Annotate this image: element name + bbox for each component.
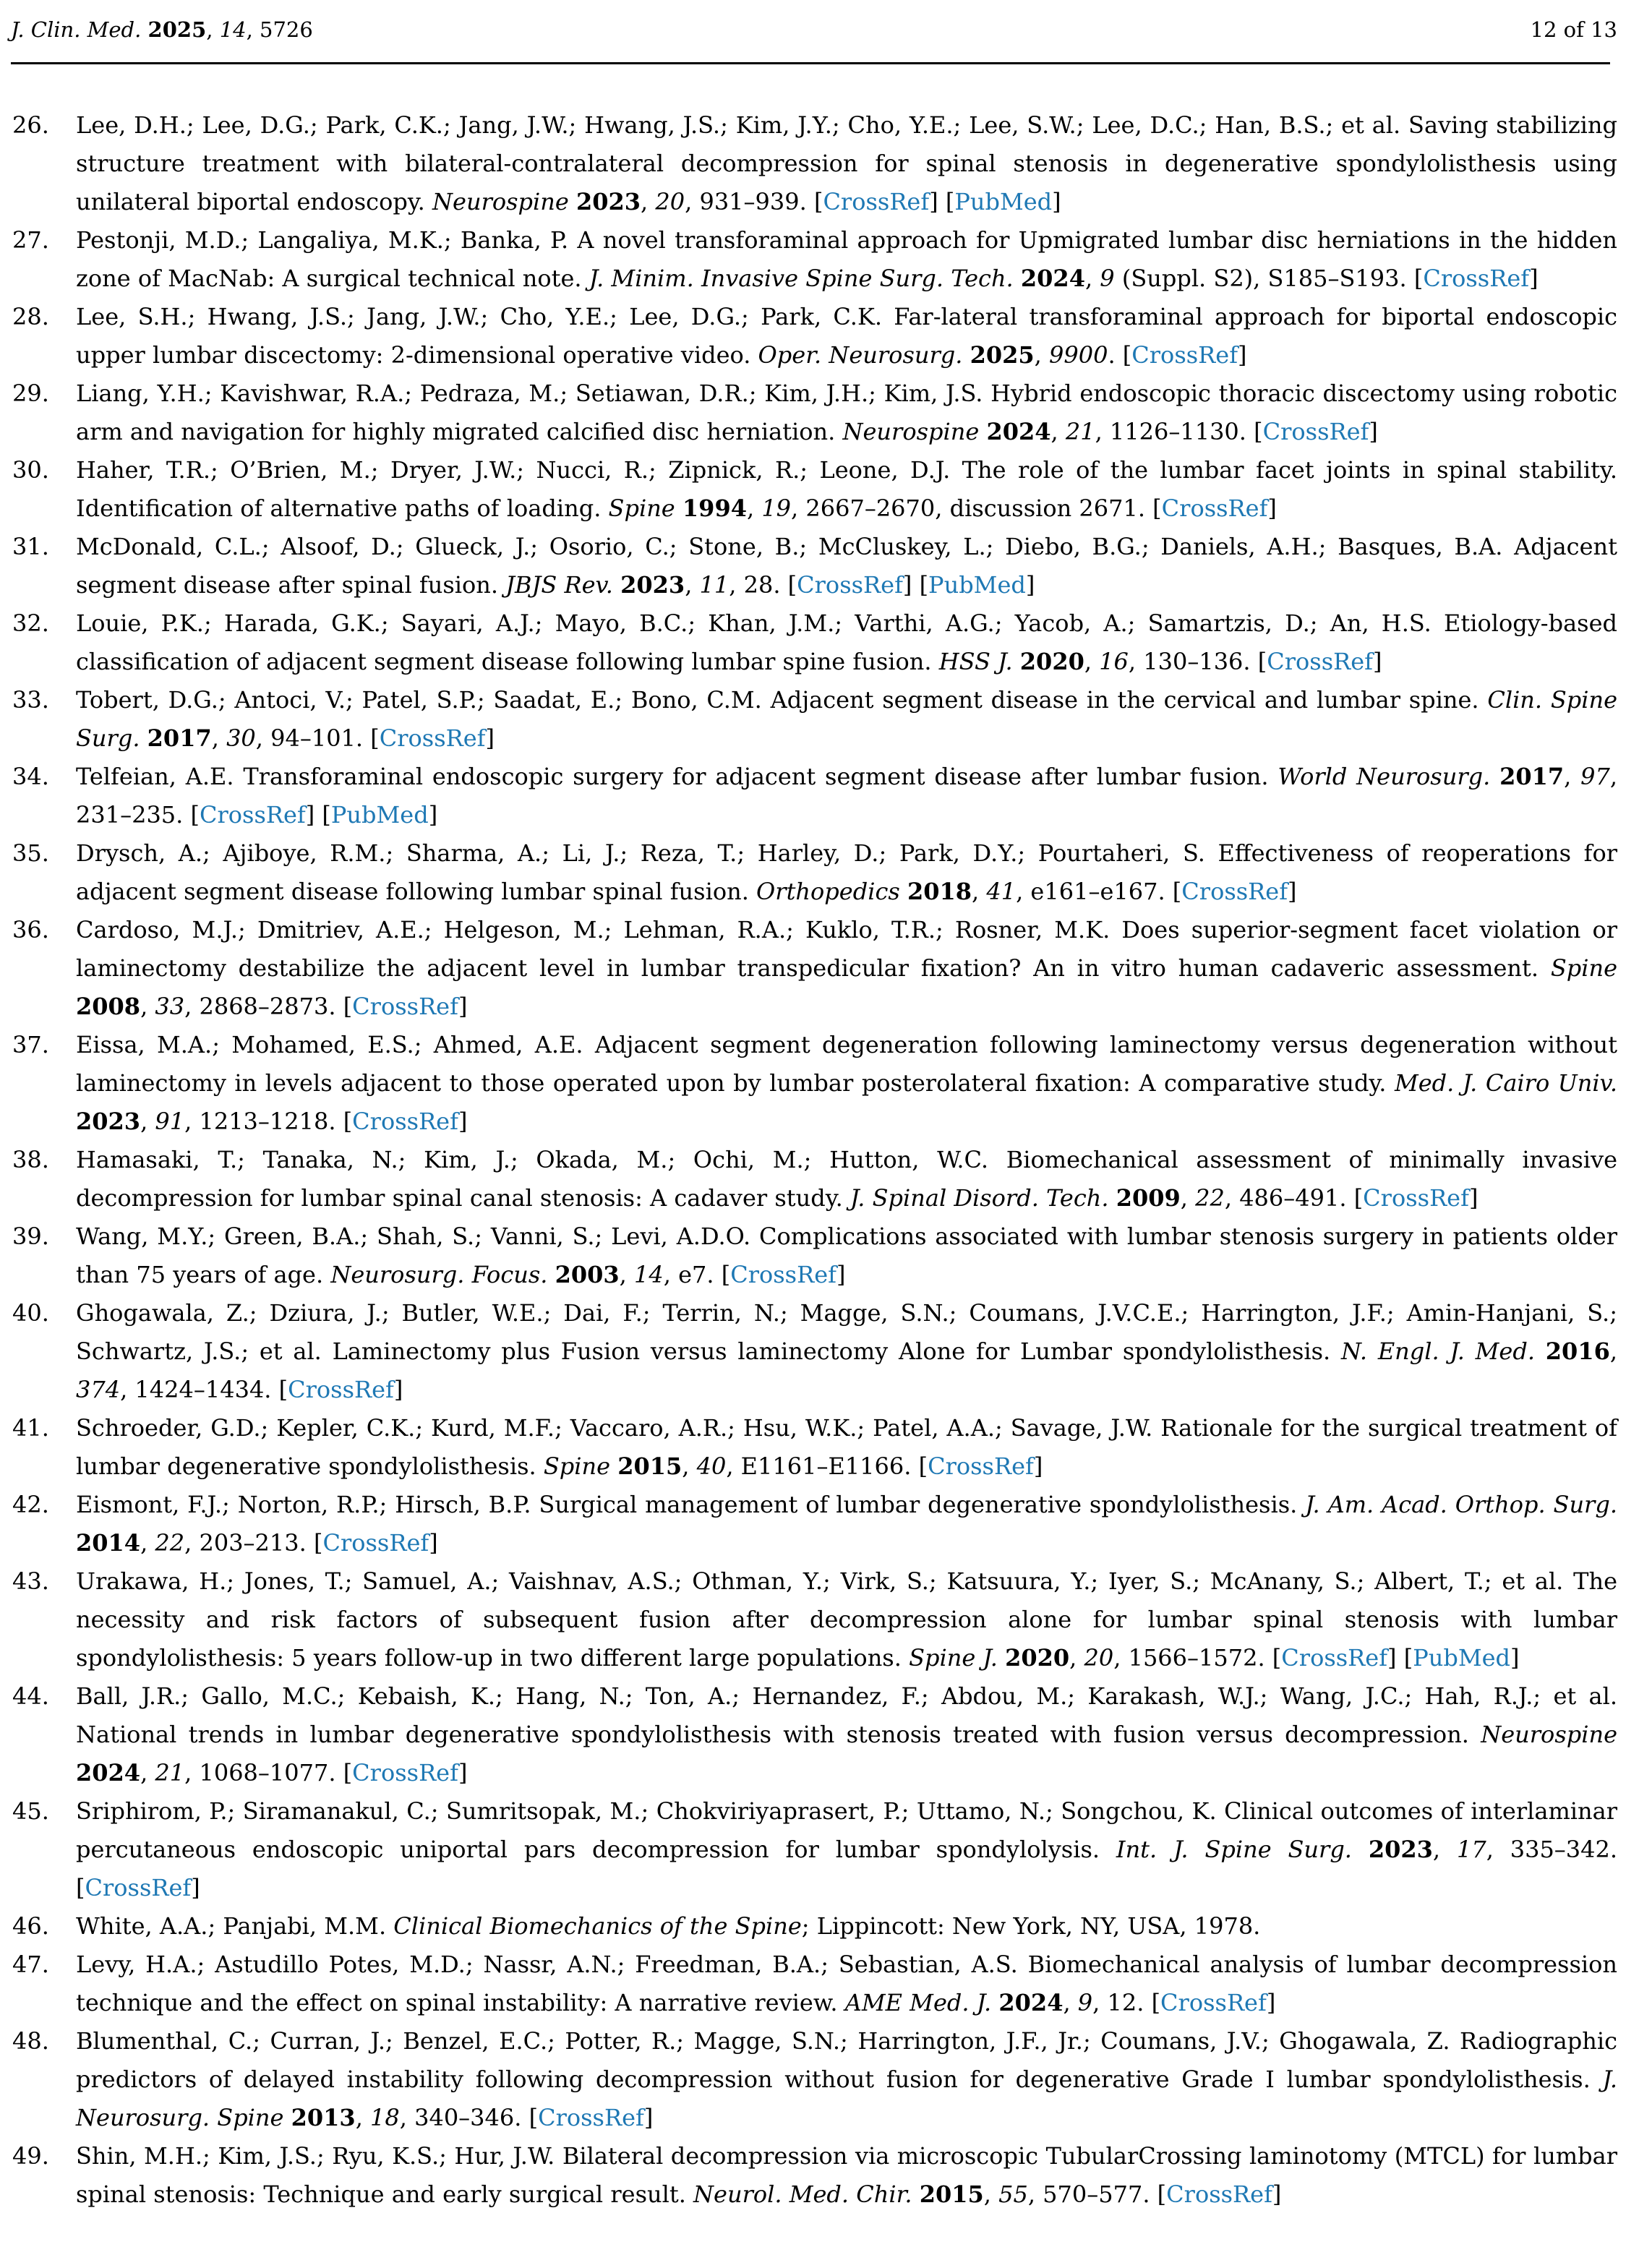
text-segment: ]: [1373, 648, 1382, 675]
crossref-link[interactable]: CrossRef: [538, 2104, 644, 2131]
text-segment: Clinical Biomechanics of the Spine: [393, 1912, 802, 1940]
text-segment: 9900: [1049, 341, 1108, 369]
reference-item: [11, 911, 1617, 1026]
text-segment: ] [: [1387, 1644, 1413, 1672]
text-segment: ,: [1063, 1989, 1078, 2016]
text-segment: 14: [219, 17, 247, 42]
text-segment: 2020: [1019, 648, 1084, 675]
text-segment: ,: [685, 571, 700, 599]
reference-text: [76, 303, 1617, 369]
text-segment: ,: [972, 878, 987, 905]
text-segment: Neurospine: [842, 418, 980, 445]
crossref-link[interactable]: CrossRef: [288, 1376, 394, 1403]
text-segment: Lee, S.H.; Hwang, J.S.; Jang, J.W.; Cho, Y.E.; Lee, D.G.; Park, C.K. Far-lateral transforaminal approach for biportal endoscopic upper lumbar discectomy: 2-dimensional operative video.: [76, 303, 1617, 369]
text-segment: , 130–136. [: [1128, 648, 1267, 675]
text-segment: Neurospine: [1481, 1721, 1617, 1748]
crossref-link[interactable]: CrossRef: [379, 724, 486, 752]
text-segment: Ghogawala, Z.; Dziura, J.; Butler, W.E.; Dai, F.; Terrin, N.; Magge, S.N.; Coumans, J.V.C.E.; Harrington, J.F.; Amin-Hanjani, S.; Schwartz, J.S.; et al. Laminectomy plus Fusion versus laminectomy Alone for Lumbar spondylolisthesis.: [76, 1299, 1617, 1365]
text-segment: Tobert, D.G.; Antoci, V.; Patel, S.P.; Saadat, E.; Bono, C.M. Adjacent segment disease in the cervical and lumbar spine.: [76, 686, 1488, 714]
text-segment: , 5726: [246, 17, 313, 42]
text-segment: [1535, 1338, 1546, 1365]
reference-number: 30.: [12, 456, 49, 484]
text-segment: Shin, M.H.; Kim, J.S.; Ryu, K.S.; Hur, J.W. Bilateral decompression via microscopic TubularCrossing laminotomy (MTCL) for lumbar spinal stenosis: Technique and early surgical result.: [76, 2142, 1617, 2208]
text-segment: , 931–939. [: [685, 188, 823, 215]
text-segment: 2014: [76, 1529, 141, 1557]
text-segment: , 203–213. [: [184, 1529, 323, 1557]
text-segment: ]: [485, 724, 495, 752]
reference-item: [11, 106, 1617, 221]
text-segment: ]: [1510, 1644, 1520, 1672]
reference-number: 40.: [12, 1299, 49, 1327]
text-segment: ]: [1288, 878, 1297, 905]
text-segment: HSS J.: [938, 648, 1013, 675]
text-segment: ]: [1266, 1989, 1276, 2016]
reference-number: 41.: [12, 1414, 49, 1442]
reference-number: 37.: [12, 1031, 49, 1058]
text-segment: , 340–346. [: [399, 2104, 539, 2131]
crossref-link[interactable]: CrossRef: [1166, 2181, 1272, 2208]
crossref-link[interactable]: CrossRef: [1181, 878, 1288, 905]
text-segment: Lee, D.H.; Lee, D.G.; Park, C.K.; Jang, J.W.; Hwang, J.S.; Kim, J.Y.; Cho, Y.E.; Lee, S.W.; Lee, D.C.; Han, B.S.; et al. Saving stabilizing structure treatment with bilateral-contralateral decompression for spinal stenosis in degenerative spondylolisthesis using unilateral biportal endoscopy.: [76, 111, 1617, 215]
text-segment: ,: [1432, 1836, 1457, 1863]
text-segment: ,: [619, 1261, 635, 1288]
text-segment: , 486–491. [: [1224, 1184, 1364, 1212]
text-segment: , 1424–1434. [: [120, 1376, 288, 1403]
text-segment: [613, 571, 620, 599]
text-segment: AME Med. J.: [844, 1989, 992, 2016]
crossref-link[interactable]: CrossRef: [1423, 265, 1530, 292]
text-segment: ; Lippincott: New York, NY, USA, 1978.: [801, 1912, 1261, 1940]
crossref-link[interactable]: CrossRef: [352, 1108, 458, 1135]
crossref-link[interactable]: CrossRef: [352, 993, 458, 1020]
text-segment: ,: [1564, 763, 1581, 790]
text-segment: ]: [458, 1759, 468, 1786]
crossref-link[interactable]: CrossRef: [797, 571, 903, 599]
crossref-link[interactable]: CrossRef: [823, 188, 930, 215]
text-segment: Telfeian, A.E. Transforaminal endoscopic surgery for adjacent segment disease after lumbar fusion.: [76, 763, 1278, 790]
reference-text: [76, 533, 1617, 599]
reference-item: [11, 1946, 1617, 2022]
text-segment: World Neurosurg.: [1278, 763, 1491, 790]
text-segment: 2023: [620, 571, 685, 599]
text-segment: ,: [1180, 1184, 1196, 1212]
text-segment: [675, 495, 682, 522]
text-segment: Levy, H.A.; Astudillo Potes, M.D.; Nassr, A.N.; Freedman, B.A.; Sebastian, A.S. Biomechanical analysis of lumbar decompression technique and the effect on spinal instability: A narrative review.: [76, 1951, 1617, 2016]
pubmed-link[interactable]: PubMed: [928, 571, 1026, 599]
reference-text: [76, 1797, 1617, 1901]
crossref-link[interactable]: CrossRef: [1160, 1989, 1267, 2016]
text-segment: 22: [1195, 1184, 1225, 1212]
text-segment: ,: [355, 2104, 371, 2131]
text-segment: J. Am. Acad. Orthop. Surg.: [1305, 1491, 1618, 1518]
text-segment: Urakawa, H.; Jones, T.; Samuel, A.; Vaishnav, A.S.; Othman, Y.; Virk, S.; Katsuura, Y.; Iyer, S.; McAnany, S.; Albert, T.; et al. The necessity and risk factors of subsequent fusion after decompression alone for lumbar spinal stenosis with lumbar spondylolisthesis: 5 years follow-up in two different large populations.: [76, 1567, 1617, 1672]
text-segment: [1490, 763, 1499, 790]
reference-text: [76, 2142, 1617, 2208]
text-segment: ,: [1084, 648, 1100, 675]
text-segment: , 570–577. [: [1027, 2181, 1167, 2208]
reference-text: [76, 916, 1617, 1020]
reference-number: 45.: [12, 1797, 49, 1825]
text-segment: 2023: [575, 188, 641, 215]
text-segment: ,: [1050, 418, 1066, 445]
text-segment: 2003: [555, 1261, 620, 1288]
text-segment: Spine: [543, 1452, 611, 1480]
text-segment: ]: [1052, 188, 1061, 215]
text-segment: [610, 1452, 617, 1480]
reference-number: 26.: [12, 111, 49, 139]
text-segment: [283, 2104, 291, 2131]
reference-item: [11, 1218, 1617, 1294]
pubmed-link[interactable]: PubMed: [1413, 1644, 1510, 1672]
reference-item: [11, 2022, 1617, 2137]
text-segment: 11: [699, 571, 729, 599]
text-segment: 30: [226, 724, 256, 752]
text-segment: Blumenthal, C.; Curran, J.; Benzel, E.C.; Potter, R.; Magge, S.N.; Harrington, J.F., Jr.; Coumans, J.V.; Ghogawala, Z. Radiographic predictors of delayed instability following decompression without fusion for degenerative Grade I lumbar spondylolisthesis.: [76, 2027, 1617, 2093]
page-header: [11, 13, 1617, 43]
reference-text: [76, 1912, 1260, 1940]
reference-number: 28.: [12, 303, 49, 330]
reference-item: [11, 451, 1617, 528]
text-segment: Eissa, M.A.; Mohamed, E.S.; Ahmed, A.E. Adjacent segment degeneration following laminectomy versus degeneration without laminectomy in levels adjacent to those operated upon by lumbar posterolateral fixation: A comparative study.: [76, 1031, 1617, 1097]
text-segment: ] [: [305, 801, 331, 829]
text-segment: 97: [1580, 763, 1610, 790]
reference-number: 49.: [12, 2142, 49, 2170]
text-segment: , 1126–1130. [: [1095, 418, 1263, 445]
text-segment: JBJS Rev.: [505, 571, 613, 599]
crossref-link[interactable]: CrossRef: [85, 1874, 192, 1901]
text-segment: ]: [429, 1529, 438, 1557]
text-segment: Pestonji, M.D.; Langaliya, M.K.; Banka, P. A novel transforaminal approach for Upmigrated lumbar disc herniations in the hidden zone of MacNab: A surgical technical note.: [76, 226, 1617, 292]
text-segment: Sriphirom, P.; Siramanakul, C.; Sumritsopak, M.; Chokviriyaprasert, P.; Uttamo, N.; Songchou, K. Clinical outcomes of interlaminar percutaneous endoscopic uniportal pars decompression for lumbar spondylolysis.: [76, 1797, 1617, 1863]
text-segment: ,: [641, 188, 656, 215]
text-segment: [1352, 1836, 1369, 1863]
text-segment: [979, 418, 986, 445]
text-segment: Ball, J.R.; Gallo, M.C.; Kebaish, K.; Hang, N.; Ton, A.; Hernandez, F.; Abdou, M.; Karakash, W.J.; Wang, J.C.; Hah, R.J.; et al. National trends in lumbar degenerative spondylolisthesis with stenosis treated with fusion versus decompression.: [76, 1682, 1617, 1748]
text-segment: , 2667–2670, discussion 2671. [: [791, 495, 1162, 522]
text-segment: 2024: [986, 418, 1051, 445]
text-segment: ]: [1238, 341, 1247, 369]
text-segment: Spine: [1550, 954, 1617, 982]
text-segment: . [: [1108, 341, 1132, 369]
text-segment: ]: [1025, 571, 1035, 599]
text-segment: ]: [836, 1261, 846, 1288]
reference-item: [11, 2137, 1617, 2214]
text-segment: Orthopedics: [756, 878, 900, 905]
reference-item: [11, 1141, 1617, 1218]
text-segment: , 335–342. [: [76, 1836, 1618, 1901]
reference-text: [76, 1682, 1617, 1786]
text-segment: ]: [393, 1376, 403, 1403]
reference-number: 35.: [12, 839, 49, 867]
reference-text: [76, 1491, 1617, 1557]
text-segment: 40: [696, 1452, 727, 1480]
text-segment: Schroeder, G.D.; Kepler, C.K.; Kurd, M.F.; Vaccaro, A.R.; Hsu, W.K.; Patel, A.A.; Savage, J.W. Rationale for the surgical treatment of lumbar degenerative spondylolisthesis.: [76, 1414, 1617, 1480]
text-segment: , 1566–1572. [: [1113, 1644, 1282, 1672]
text-segment: 2015: [617, 1452, 682, 1480]
reference-number: 27.: [12, 226, 49, 254]
text-segment: Wang, M.Y.; Green, B.A.; Shah, S.; Vanni, S.; Levi, A.D.O. Complications associated with lumbar stenosis surgery in patients older than 75 years of age.: [76, 1223, 1617, 1288]
text-segment: ,: [983, 2181, 999, 2208]
text-segment: [569, 188, 576, 215]
reference-text: [76, 1031, 1617, 1135]
text-segment: ]: [1272, 2181, 1282, 2208]
reference-item: [11, 1907, 1617, 1946]
reference-text: [76, 456, 1617, 522]
text-segment: ,: [206, 17, 220, 42]
text-segment: Hamasaki, T.; Tanaka, N.; Kim, J.; Okada, M.; Ochi, M.; Hutton, W.C. Biomechanical assessment of minimally invasive decompression for lumbar spinal canal stenosis: A cadaver study.: [76, 1146, 1617, 1212]
text-segment: ,: [211, 724, 227, 752]
text-segment: Med. J. Cairo Univ.: [1394, 1069, 1618, 1097]
text-segment: ]: [1369, 418, 1378, 445]
text-segment: ]: [458, 1108, 468, 1135]
text-segment: 2024: [1020, 265, 1085, 292]
crossref-link[interactable]: CrossRef: [1161, 495, 1268, 522]
reference-item: [11, 298, 1617, 375]
text-segment: , 2868–2873. [: [184, 993, 353, 1020]
reference-item: [11, 1562, 1617, 1677]
text-segment: 2024: [998, 1989, 1064, 2016]
reference-text: [76, 1223, 1617, 1288]
reference-number: 44.: [12, 1682, 49, 1710]
reference-item: [11, 758, 1617, 834]
text-segment: White, A.A.; Panjabi, M.M.: [76, 1912, 394, 1940]
text-segment: [1013, 648, 1020, 675]
text-segment: McDonald, C.L.; Alsoof, D.; Glueck, J.; Osorio, C.; Stone, B.; McCluskey, L.; Diebo, B.G.; Daniels, A.H.; Basques, B.A. Adjacent segment disease after spinal fusion.: [76, 533, 1617, 599]
reference-text: [76, 686, 1617, 752]
text-segment: 17: [1456, 1836, 1486, 1863]
text-segment: 2016: [1545, 1338, 1610, 1365]
text-segment: 41: [986, 878, 1017, 905]
text-segment: Spine J.: [909, 1644, 998, 1672]
text-segment: 2023: [76, 1108, 141, 1135]
reference-number: 39.: [12, 1223, 49, 1250]
text-segment: ,: [746, 495, 762, 522]
text-segment: 2015: [919, 2181, 984, 2208]
text-segment: , e7. [: [663, 1261, 731, 1288]
text-segment: ]: [191, 1874, 200, 1901]
reference-number: 43.: [12, 1567, 49, 1595]
reference-number: 34.: [12, 763, 49, 790]
text-segment: Liang, Y.H.; Kavishwar, R.A.; Pedraza, M.; Setiawan, D.R.; Kim, J.H.; Kim, J.S. Hybrid endoscopic thoracic discectomy using robotic arm and navigation for highly migrated calcified disc herniation.: [76, 380, 1617, 445]
text-segment: [998, 1644, 1005, 1672]
text-segment: 1994: [682, 495, 747, 522]
text-segment: J. Spinal Disord. Tech.: [850, 1184, 1109, 1212]
text-segment: ,: [140, 1759, 155, 1786]
text-segment: 2009: [1116, 1184, 1181, 1212]
text-segment: ,: [1084, 265, 1100, 292]
text-segment: ]: [458, 993, 468, 1020]
reference-item: [11, 1026, 1617, 1141]
text-segment: ,: [1034, 341, 1049, 369]
text-segment: 2013: [291, 2104, 356, 2131]
crossref-link[interactable]: CrossRef: [1281, 1644, 1388, 1672]
header-rule: [11, 62, 1610, 64]
text-segment: [912, 2181, 920, 2208]
text-segment: Drysch, A.; Ajiboye, R.M.; Sharma, A.; Li, J.; Reza, T.; Harley, D.; Park, D.Y.; Pourtaheri, S. Effectiveness of reoperations for adjacent segment disease following lumbar spinal fusion.: [76, 839, 1617, 905]
text-segment: 2018: [907, 878, 972, 905]
reference-number: 31.: [12, 533, 49, 560]
reference-item: [11, 1294, 1617, 1409]
text-segment: ] [: [929, 188, 955, 215]
reference-text: [76, 380, 1617, 445]
reference-number: 38.: [12, 1146, 49, 1173]
text-segment: ,: [140, 1108, 155, 1135]
text-segment: ]: [1033, 1452, 1043, 1480]
text-segment: Neurol. Med. Chir.: [693, 2181, 912, 2208]
reference-item: [11, 1409, 1617, 1486]
reference-text: [76, 226, 1617, 292]
crossref-link[interactable]: CrossRef: [730, 1261, 836, 1288]
text-segment: Eismont, F.J.; Norton, R.P.; Hirsch, B.P. Surgical management of lumbar degenerative spondylolisthesis.: [76, 1491, 1306, 1518]
text-segment: 20: [655, 188, 685, 215]
text-segment: [991, 1989, 998, 2016]
reference-text: [76, 763, 1617, 829]
reference-text: [76, 1414, 1617, 1480]
text-segment: ,: [1609, 1338, 1618, 1365]
text-segment: 19: [761, 495, 792, 522]
text-segment: ,: [682, 1452, 697, 1480]
text-segment: 2017: [1499, 763, 1565, 790]
text-segment: J. Minim. Invasive Spine Surg. Tech.: [589, 265, 1014, 292]
crossref-link[interactable]: CrossRef: [322, 1529, 429, 1557]
crossref-link[interactable]: CrossRef: [1262, 418, 1369, 445]
text-segment: , E1161–E1166. [: [726, 1452, 928, 1480]
text-segment: Neurospine: [432, 188, 569, 215]
text-segment: 18: [370, 2104, 400, 2131]
text-segment: 20: [1084, 1644, 1114, 1672]
text-segment: Clin. Spine Surg.: [76, 686, 1618, 752]
reference-item: [11, 681, 1617, 758]
reference-text: [76, 609, 1617, 675]
text-segment: (Suppl. S2), S185–S193. [: [1114, 265, 1424, 292]
text-segment: 21: [1065, 418, 1095, 445]
reference-item: [11, 1677, 1617, 1792]
reference-item: [11, 1792, 1617, 1907]
reference-text: [76, 1146, 1617, 1212]
reference-item: [11, 221, 1617, 298]
crossref-link[interactable]: CrossRef: [1363, 1184, 1469, 1212]
text-segment: Neurosurg. Focus.: [330, 1261, 548, 1288]
text-segment: 2024: [76, 1759, 141, 1786]
crossref-link[interactable]: CrossRef: [1267, 648, 1373, 675]
text-segment: 14: [634, 1261, 664, 1288]
reference-text: [76, 111, 1617, 215]
reference-number: 42.: [12, 1491, 49, 1518]
text-segment: 374: [76, 1376, 121, 1403]
text-segment: Spine: [608, 495, 675, 522]
reference-item: [11, 604, 1617, 681]
text-segment: ]: [643, 2104, 654, 2131]
references-list: [11, 106, 1617, 2214]
reference-number: 47.: [12, 1951, 49, 1978]
reference-text: [76, 1951, 1617, 2016]
text-segment: 55: [998, 2181, 1028, 2208]
page-number: 12 of 13: [1530, 17, 1617, 42]
text-segment: [962, 341, 970, 369]
text-segment: 9: [1100, 265, 1115, 292]
text-segment: [1109, 1184, 1116, 1212]
text-segment: Louie, P.K.; Harada, G.K.; Sayari, A.J.; Mayo, B.C.; Khan, J.M.; Varthi, A.G.; Yacob, A.; Samartzis, D.; An, H.S. Etiology-based classification of adjacent segment disease following lumbar spine fusion.: [76, 609, 1617, 675]
pubmed-link[interactable]: PubMed: [954, 188, 1053, 215]
text-segment: ,: [1069, 1644, 1084, 1672]
journal-citation: [11, 16, 313, 43]
text-segment: 22: [155, 1529, 185, 1557]
text-segment: 16: [1099, 648, 1129, 675]
text-segment: J. Neurosurg. Spine: [76, 2066, 1617, 2131]
reference-text: [76, 1567, 1617, 1672]
reference-number: 48.: [12, 2027, 49, 2055]
pubmed-link[interactable]: PubMed: [330, 801, 429, 829]
crossref-link[interactable]: CrossRef: [352, 1759, 458, 1786]
crossref-link[interactable]: CrossRef: [199, 801, 306, 829]
text-segment: , 231–235. [: [76, 763, 1618, 829]
reference-item: [11, 375, 1617, 451]
text-segment: , 1068–1077. [: [184, 1759, 353, 1786]
text-segment: ]: [1267, 495, 1277, 522]
text-segment: 91: [155, 1108, 185, 1135]
text-segment: 2017: [147, 724, 212, 752]
reference-item: [11, 834, 1617, 911]
text-segment: ] [: [902, 571, 929, 599]
text-segment: 2020: [1005, 1644, 1070, 1672]
text-segment: ]: [1529, 265, 1539, 292]
reference-item: [11, 528, 1617, 604]
text-segment: ]: [428, 801, 438, 829]
text-segment: 9: [1077, 1989, 1093, 2016]
text-segment: 2023: [1368, 1836, 1433, 1863]
text-segment: [547, 1261, 555, 1288]
reference-number: 46.: [12, 1912, 49, 1940]
text-segment: , 94–101. [: [255, 724, 380, 752]
crossref-link[interactable]: CrossRef: [928, 1452, 1034, 1480]
reference-number: 29.: [12, 380, 49, 407]
reference-number: 32.: [12, 609, 49, 637]
text-segment: , e161–e167. [: [1016, 878, 1182, 905]
text-segment: 2008: [76, 993, 141, 1020]
reference-text: [76, 2027, 1617, 2131]
text-segment: [900, 878, 907, 905]
text-segment: ,: [140, 993, 155, 1020]
text-segment: [140, 724, 147, 752]
text-segment: N. Engl. J. Med.: [1340, 1338, 1536, 1365]
text-segment: , 1213–1218. [: [184, 1108, 353, 1135]
reference-item: [11, 1486, 1617, 1562]
text-segment: , 12. [: [1092, 1989, 1161, 2016]
text-segment: Int. J. Spine Surg.: [1116, 1836, 1352, 1863]
text-segment: [1014, 265, 1021, 292]
text-segment: ,: [140, 1529, 155, 1557]
text-segment: ]: [1468, 1184, 1478, 1212]
reference-number: 33.: [12, 686, 49, 714]
reference-text: [76, 1299, 1617, 1403]
text-segment: J. Clin. Med.: [11, 17, 148, 42]
text-segment: 2025: [147, 17, 207, 42]
text-segment: 33: [155, 993, 185, 1020]
text-segment: 21: [155, 1759, 185, 1786]
text-segment: 2025: [970, 341, 1035, 369]
text-segment: , 28. [: [729, 571, 797, 599]
reference-number: 36.: [12, 916, 49, 943]
text-segment: Cardoso, M.J.; Dmitriev, A.E.; Helgeson, M.; Lehman, R.A.; Kuklo, T.R.; Rosner, M.K. Does superior-segment facet violation or laminectomy destabilize the adjacent level in lumbar transpedicular fixation? An in vitro human cadaveric assessment.: [76, 916, 1617, 982]
reference-text: [76, 839, 1617, 905]
text-segment: Haher, T.R.; O’Brien, M.; Dryer, J.W.; Nucci, R.; Zipnick, R.; Leone, D.J. The role of the lumbar facet joints in spinal stability. Identification of alternative paths of loading.: [76, 456, 1617, 522]
crossref-link[interactable]: CrossRef: [1131, 341, 1238, 369]
text-segment: Oper. Neurosurg.: [758, 341, 963, 369]
